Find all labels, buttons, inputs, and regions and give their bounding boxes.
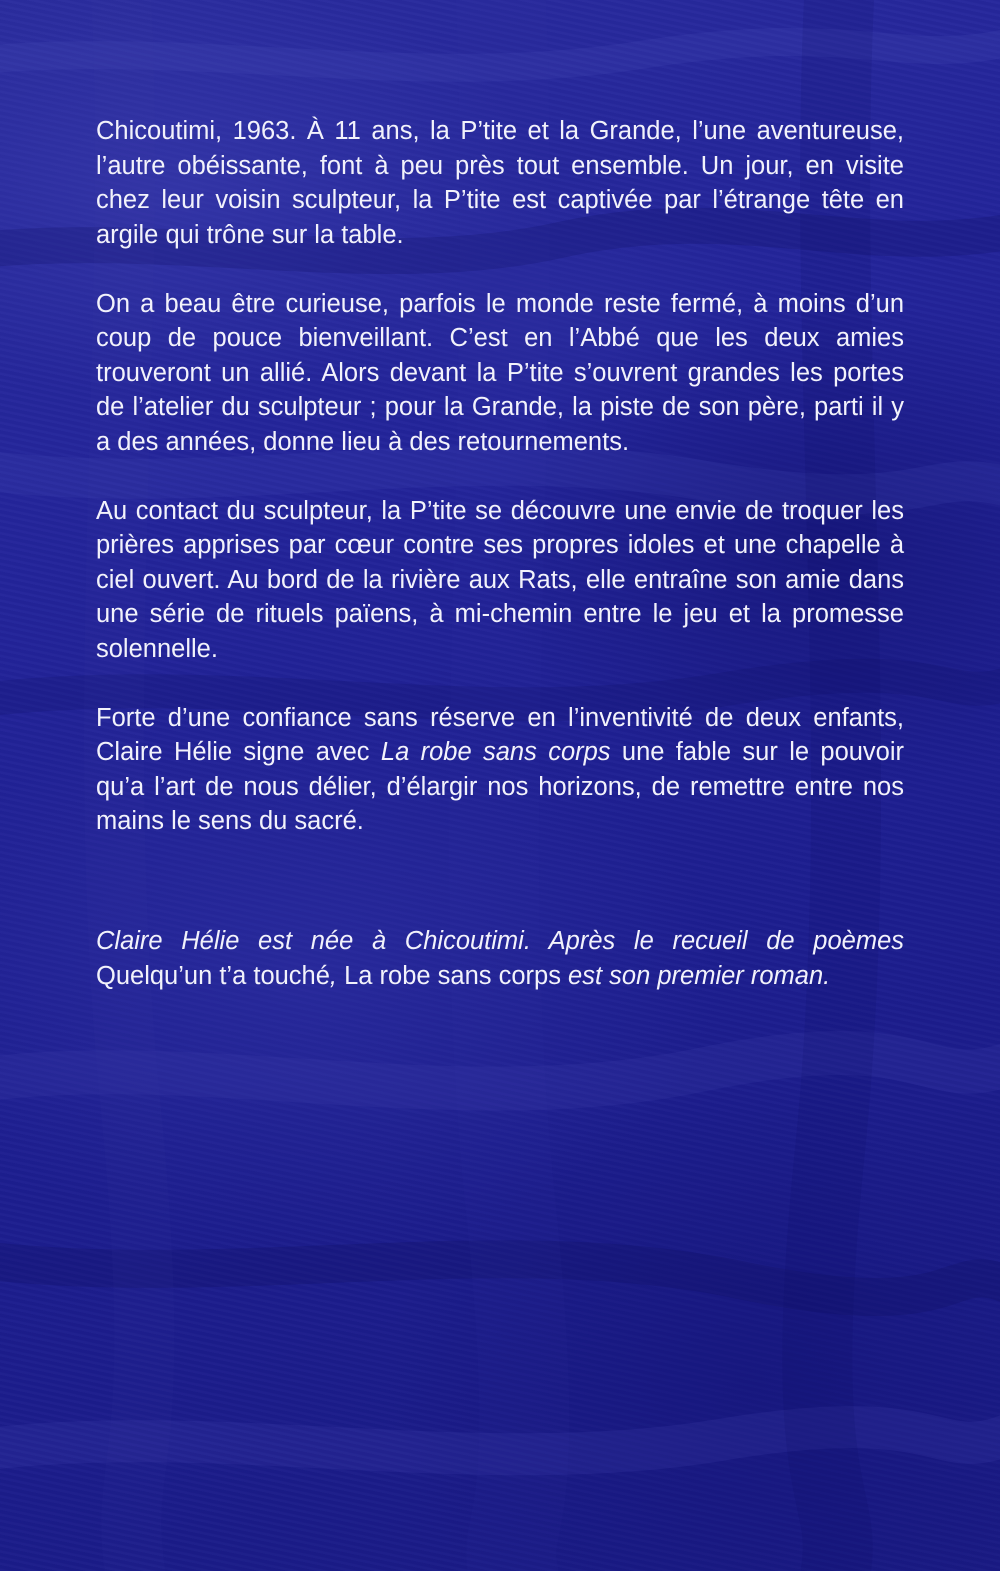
synopsis-paragraph-1: Chicoutimi, 1963. À 11 ans, la P’tite et la Grande, l’une aventureuse, l’autre obéissante, font à peu près tout ensemble. Un jour, en visite chez leur voisin sculpteur, la P’tite est captivée par l’étrange tête en argile qui trône sur la table. (96, 117, 904, 249)
synopsis (96, 114, 904, 873)
synopsis-paragraph-2: On a beau être curieuse, parfois le monde reste fermé, à moins d’un coup de pouce bienveillant. C’est en l’Abbé que les deux amies trouveront un allié. Alors devant la P’tite s’ouvrent grandes les portes de l’atelier du sculpteur ; pour la Grande, la piste de son père, parti il y a des années, donne lieu à des retournements. (96, 289, 904, 456)
paragraph-4-text-before: Forte d’une confiance sans réserve en l’inventivité de deux enfants, Claire Hélie signe avec (96, 703, 904, 766)
paragraph-4-text-after: une fable sur le pouvoir qu’a l’art de nous délier, d’élargir nos horizons, de remettre entre nos mains le sens du sacré. (96, 738, 905, 835)
synopsis-paragraph-3: Au contact du sculpteur, la P’tite se découvre une envie de troquer les prières apprises par cœur contre ses propres idoles et une chapelle à ciel ouvert. Au bord de la rivière aux Rats, elle entraîne son amie dans une série de rituels païens, à mi-chemin entre le jeu et la promesse solennelle. (96, 496, 904, 663)
book-title-italic: La robe sans corps (380, 738, 611, 766)
bio-poetry-title: Quelqu’un t’a touché (96, 961, 330, 990)
bio-novel-title: La robe sans corps (344, 961, 561, 990)
bio-text-1: Claire Hélie est née à Chicoutimi. Après le recueil de poèmes (96, 927, 904, 955)
synopsis-paragraph-4 (96, 701, 904, 839)
bio-text-2: est son premier roman. (560, 961, 831, 990)
author-bio (96, 924, 904, 993)
bio-comma: , (329, 961, 345, 990)
